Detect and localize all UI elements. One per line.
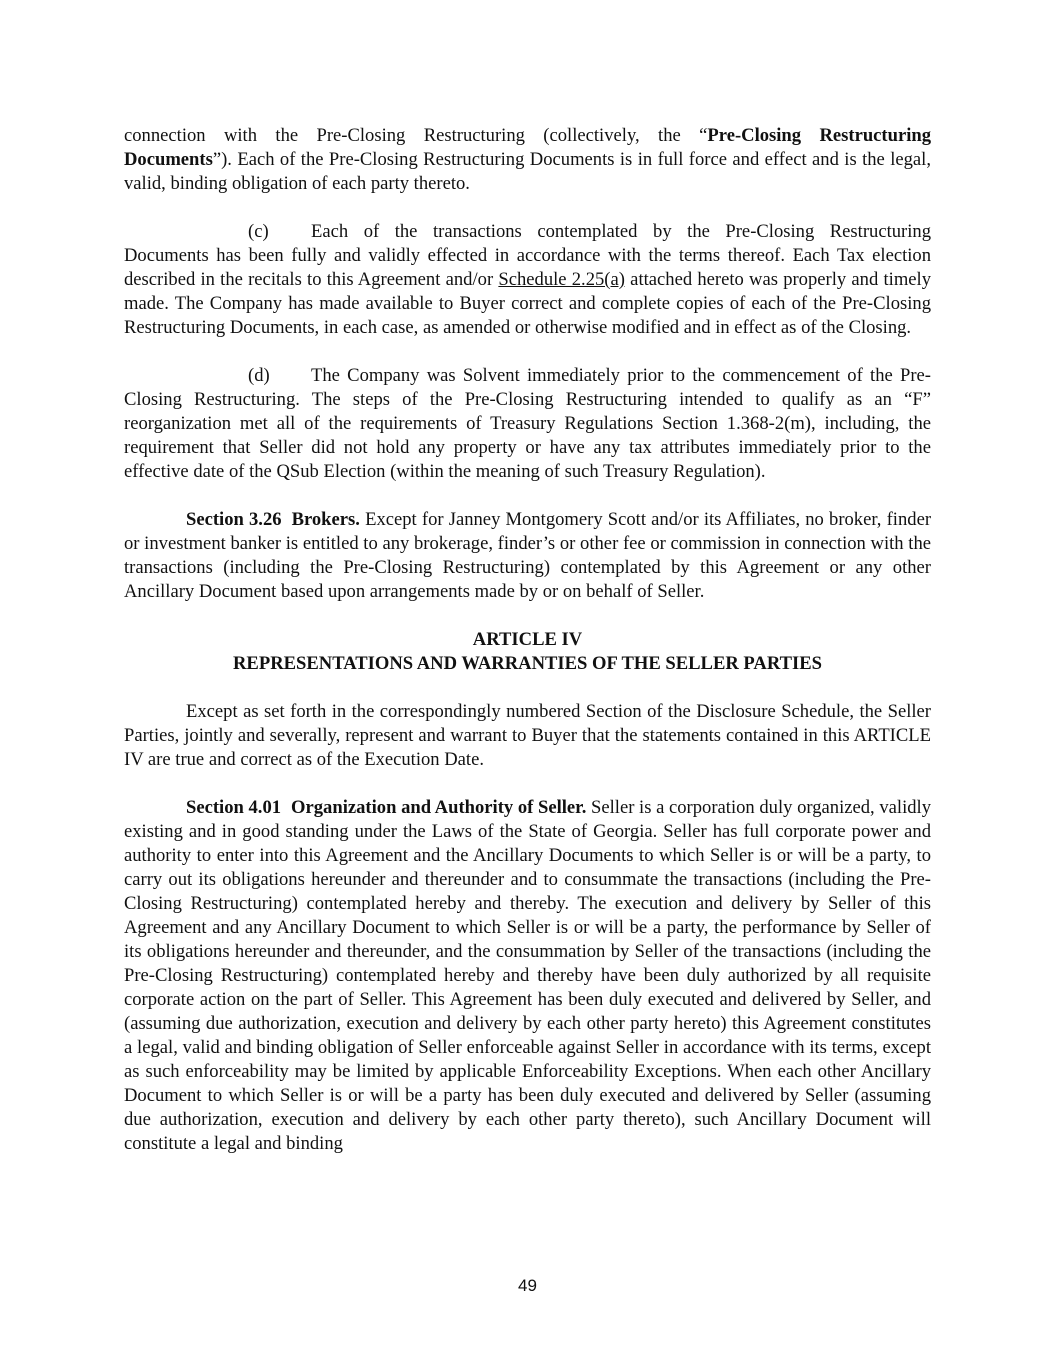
paragraph-d bbox=[124, 364, 931, 484]
intro-text-after: ”). Each of the Pre-Closing Restructuring Documents is in full force and effect and is the legal, valid, binding obligation of each party thereto. bbox=[124, 149, 931, 194]
article-intro-paragraph: Except as set forth in the correspondingly numbered Section of the Disclosure Schedule, the Seller Parties, jointly and severally, represent and warrant to Buyer that the statements contained in this ARTICLE IV are true and correct as of the Execution Date. bbox=[124, 701, 931, 770]
paragraph-c-text-after: attached hereto was properly and timely made. The Company has made available to Buyer correct and complete copies of each of the Pre-Closing Restructuring Documents, in each case, as amended or otherwise modified and in effect as of the Closing. bbox=[124, 269, 932, 338]
document-page bbox=[124, 124, 931, 1180]
paragraph-intro bbox=[124, 124, 931, 196]
subsection-label-c: (c) bbox=[248, 221, 269, 242]
paragraph-d-text: The Company was Solvent immediately prior to the commencement of the Pre-Closing Restructuring. The steps of the Pre-Closing Restructuring intended to qualify as an “F” reorganization met all of the requirements of Treasury Regulations Section 1.368-2(m), including, the requirement that Seller did not hold any property or have any tax attributes immediately prior to the effective date of the QSub Election (within the meaning of such Treasury Regulation). bbox=[124, 365, 931, 482]
paragraph-c-text-before: Each of the transactions contemplated by the Pre-Closing Restructuring Documents has been fully and validly effected in accordance with the terms thereof. Each Tax election described in the recitals to this Agreement and/or bbox=[124, 221, 931, 290]
section-4-01 bbox=[124, 796, 931, 1156]
section-4-01-text: Seller is a corporation duly organized, validly existing and in good standing under the Laws of the State of Georgia. Seller has full corporate power and authority to enter into this Agreement and the Ancillary Documents to which Seller is or will be a party, to carry out its obligations hereunder and thereunder and to consummate the transactions (including the Pre-Closing Restructuring) contemplated hereby and thereby. The execution and delivery by Seller of this Agreement and any Ancillary Document to which Seller is or will be a party, the performance by Seller of its obligations hereunder and thereunder, and the consummation by Seller of the transactions (including the Pre-Closing Restructuring) contemplated hereby and thereby have been duly authorized by all requisite corporate action on the part of Seller. This Agreement has been duly executed and delivered by Seller, and (assuming due authorization, execution and delivery by each other party hereto) this Agreement constitutes a legal, valid and binding obligation of Seller enforceable against Seller in accordance with its terms, except as such enforceability may be limited by applicable Enforceability Exceptions. When each other Ancillary Document to which Seller is or will be a party has been duly executed and delivered by Seller (assuming due authorization, execution and delivery by each other party thereto), such Ancillary Document will constitute a legal and binding bbox=[124, 797, 931, 1154]
intro-text-before: connection with the Pre-Closing Restructuring (collectively, the “ bbox=[124, 125, 708, 146]
paragraph-c bbox=[124, 220, 931, 340]
section-3-26-number: Section 3.26 bbox=[186, 509, 282, 530]
page-number: 49 bbox=[518, 1276, 537, 1295]
article-title: REPRESENTATIONS AND WARRANTIES OF THE SELLER PARTIES bbox=[233, 653, 822, 674]
article-heading bbox=[124, 628, 931, 676]
section-3-26-title: Brokers. bbox=[291, 509, 360, 530]
schedule-reference: Schedule 2.25(a) bbox=[498, 269, 625, 290]
subsection-label-d: (d) bbox=[248, 365, 270, 386]
section-3-26 bbox=[124, 508, 931, 604]
defined-term-pre-closing-documents: Pre-Closing Restructuring Documents bbox=[124, 125, 931, 170]
section-4-01-number: Section 4.01 bbox=[186, 797, 282, 818]
article-number: ARTICLE IV bbox=[472, 629, 583, 650]
section-3-26-text: Except for Janney Montgomery Scott and/or its Affiliates, no broker, finder or investment banker is entitled to any brokerage, finder’s or other fee or commission in connection with the transactions (including the Pre-Closing Restructuring) contemplated by this Agreement or any other Ancillary Document based upon arrangements made by or on behalf of Seller. bbox=[124, 509, 932, 602]
section-4-01-title: Organization and Authority of Seller. bbox=[291, 797, 587, 818]
